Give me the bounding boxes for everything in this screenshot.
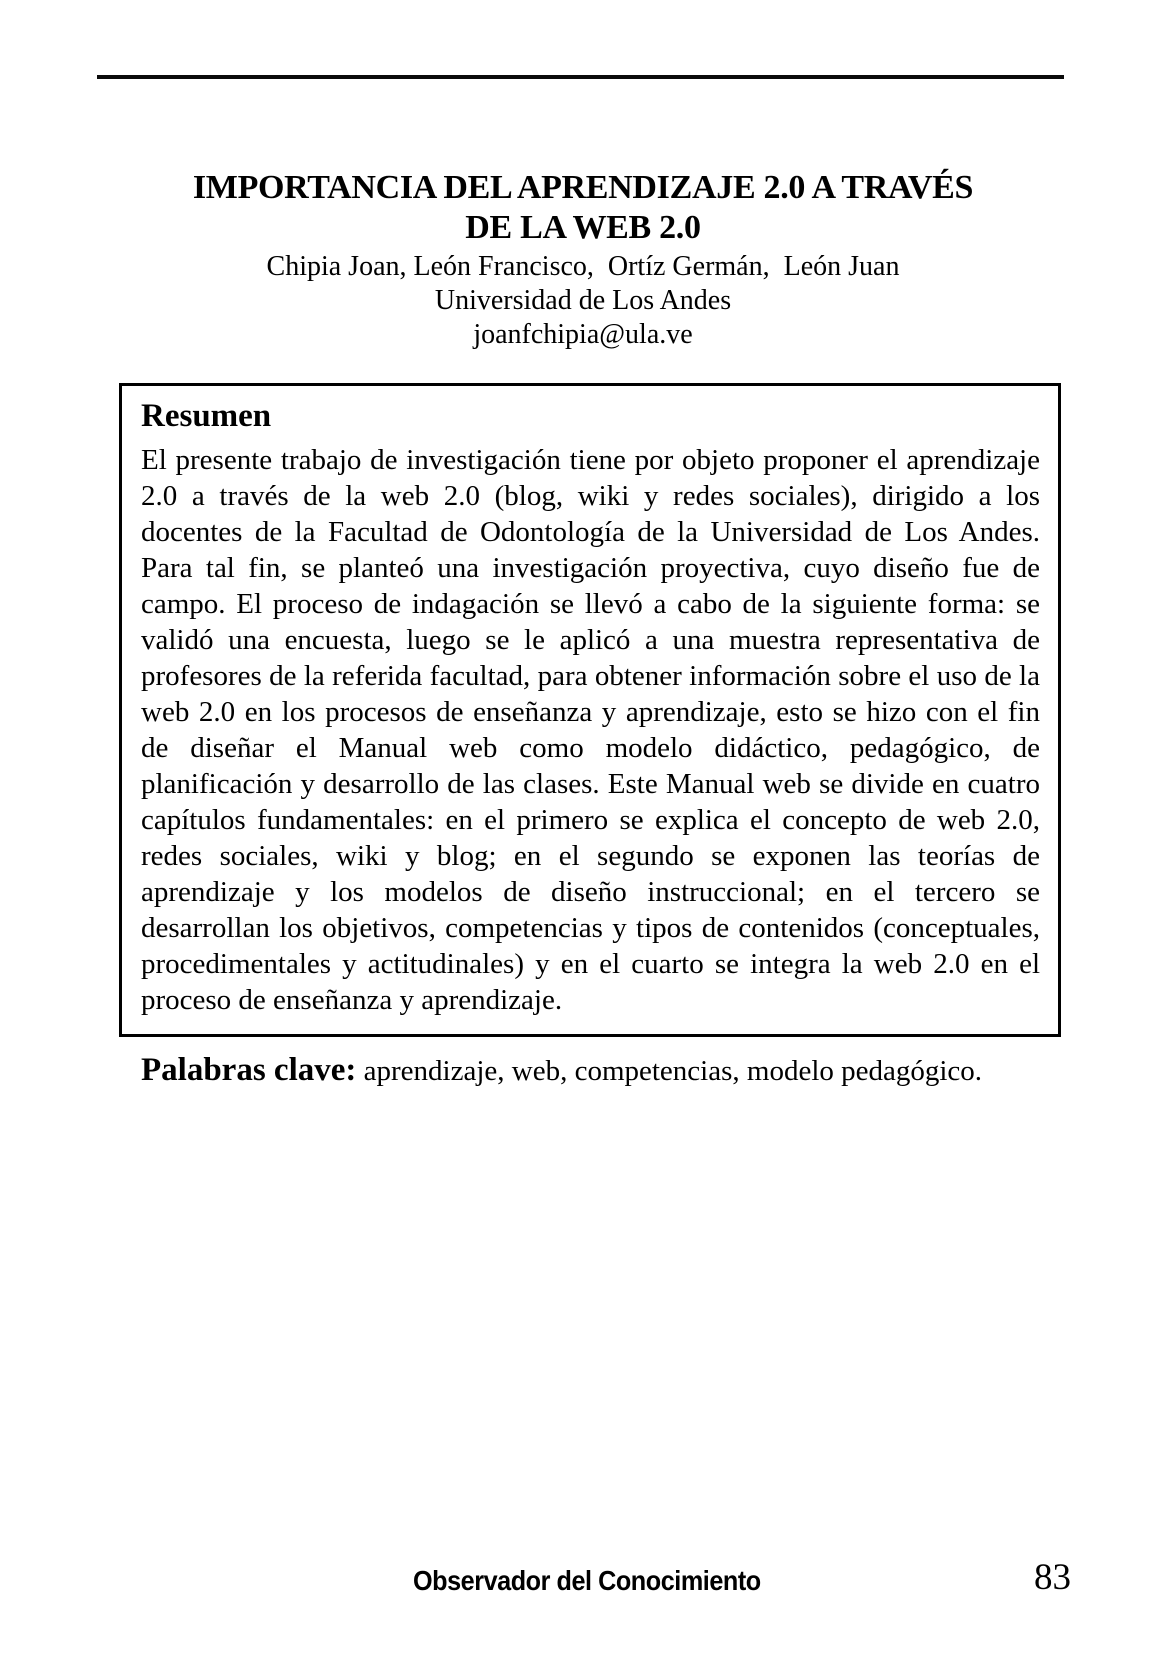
keywords-text: aprendizaje, web, competencias, modelo pedagógico. — [356, 1055, 983, 1087]
abstract-body: El presente trabajo de investigación tiene por objeto proponer el aprendizaje 2.0 a través de la web 2.0 (blog, wiki y redes sociales), dirigido a los docentes de la Facultad de Odontología de la Universidad de Los Andes. Para tal fin, se planteó una investigación proyectiva, cuyo diseño fue de campo. El proceso de indagación se llevó a cabo de la siguiente forma: se validó una encuesta, luego se le aplicó a una muestra representativa de profesores de la referida facultad, para obtener información sobre el uso de la web 2.0 en los procesos de enseñanza y aprendizaje, esto se hizo con el fin de diseñar el Manual web como modelo didáctico, pedagógico, de planificación y desarrollo de las clases. Este Manual web se divide en cuatro capítulos fundamentales: en el primero se explica el concepto de web 2.0, redes sociales, wiki y blog; en el segundo se exponen las teorías de aprendizaje y los modelos de diseño instruccional; en el tercero se desarrollan los objetivos, competencias y tipos de contenidos (conceptuales, procedimentales y actitudinales) y en el cuarto se integra la web 2.0 en el proceso de enseñanza y aprendizaje. — [141, 444, 1040, 1016]
paper-title-line1: IMPORTANCIA DEL APRENDIZAJE 2.0 A TRAVÉS — [192, 168, 974, 206]
journal-name: Observador del Conocimiento — [413, 1565, 761, 1596]
keywords-line — [141, 1051, 1040, 1090]
affiliation-line: Universidad de Los Andes — [434, 285, 732, 316]
authors-line: Chipia Joan, León Francisco, Ortíz Germán, León Juan — [266, 251, 900, 282]
abstract-box — [119, 383, 1061, 1088]
paper-title-line2: DE LA WEB 2.0 — [465, 208, 701, 246]
email-line: joanfchipia@ula.ve — [473, 319, 693, 350]
header-rule — [97, 75, 1064, 79]
keywords-label: Palabras clave: — [141, 1052, 357, 1088]
page-number: 83 — [1034, 1557, 1071, 1598]
paper-title — [0, 168, 1166, 248]
abstract-heading: Resumen — [141, 398, 272, 434]
